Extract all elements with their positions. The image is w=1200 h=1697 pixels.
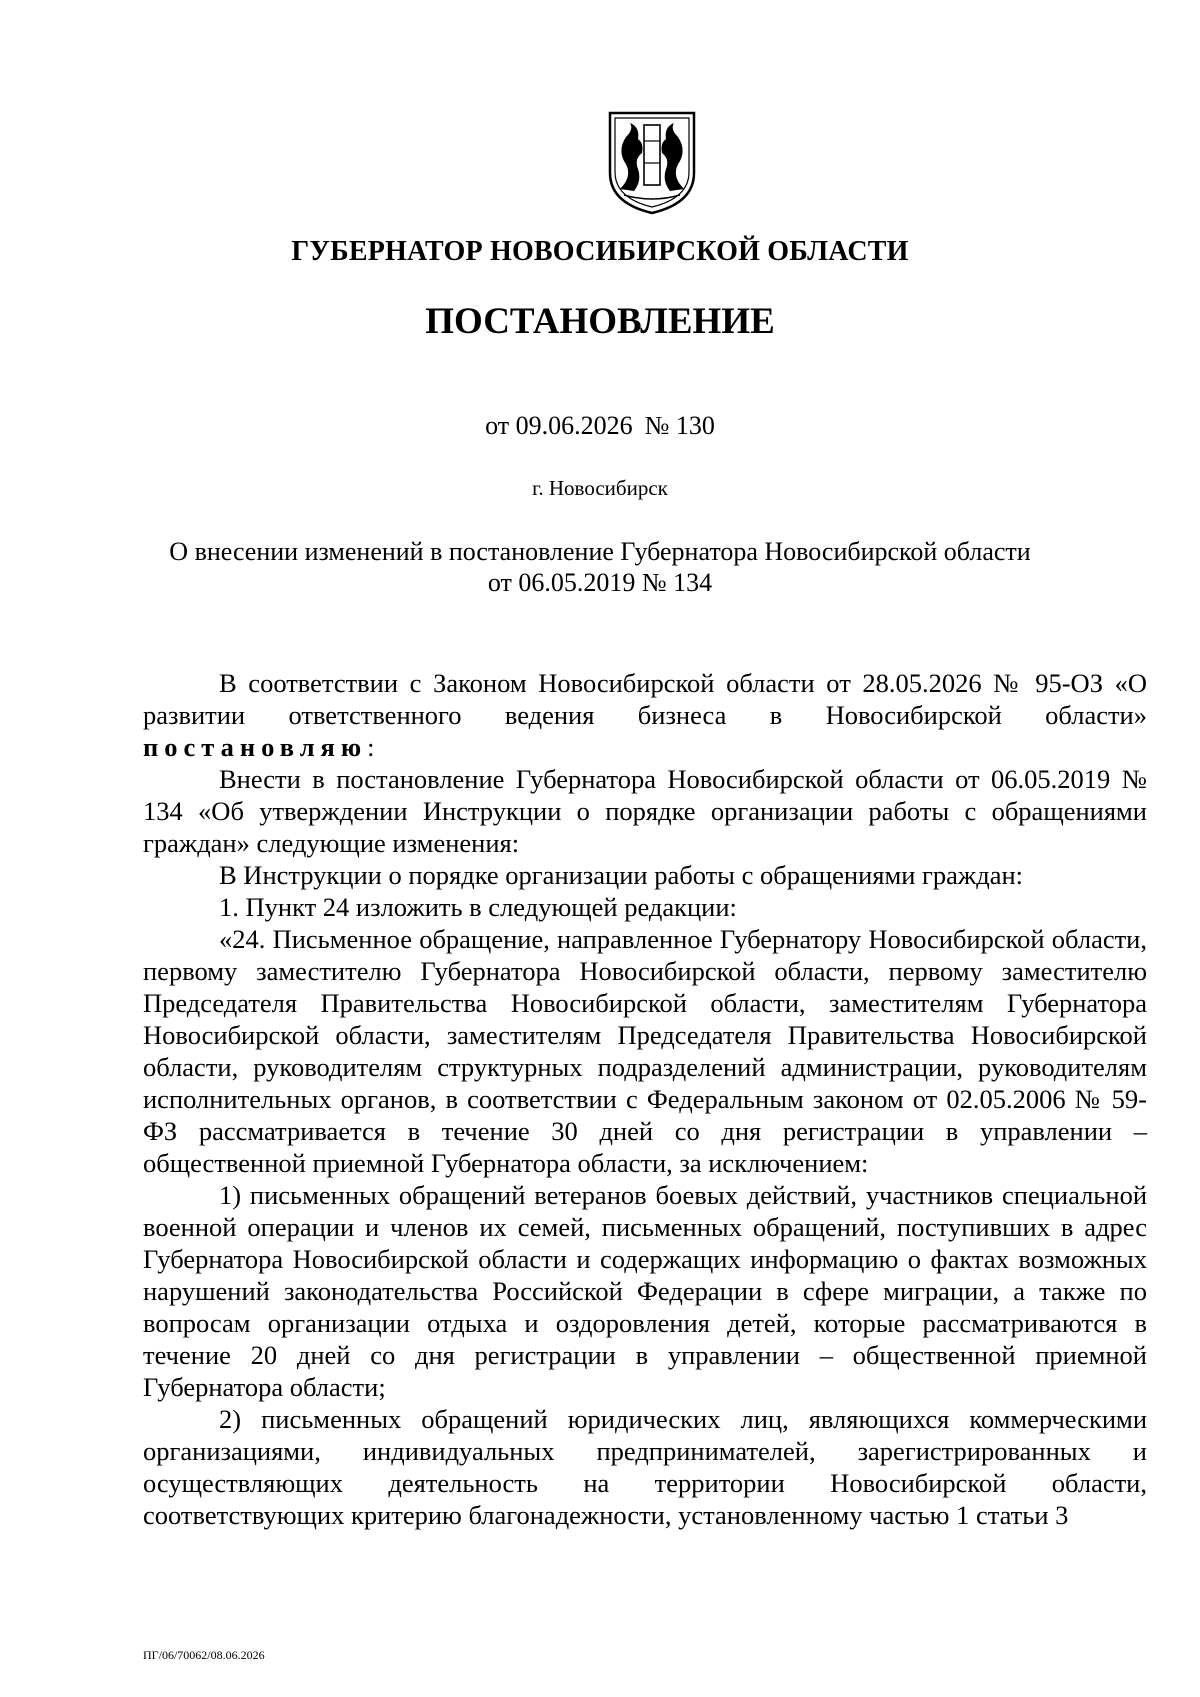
resolve-word: постановляю	[143, 732, 368, 762]
document-subject	[140, 536, 1060, 598]
document-body	[143, 667, 1147, 1531]
paragraph-instruction-ref: В Инструкции о порядке организации работы с обращениями граждан:	[219, 860, 1024, 890]
novosibirsk-coat-of-arms-icon	[604, 111, 700, 215]
paragraph-amendment-intro: Внести в постановление Губернатора Новосибирской области от 06.05.2019 № 134 «Об утверждении Инструкции о порядке организации работы с обращениями граждан» следующие изменения:	[143, 764, 1147, 858]
subject-line-2: от 06.05.2019 № 134	[487, 568, 713, 597]
document-city: г. Новосибирск	[532, 476, 668, 500]
paragraph-item-24: «24. Письменное обращение, направленное Губернатору Новосибирской области, первому заместителю Губернатора Новосибирской области, первому заместителю Председателя Правительства Новосибирской области, заместителям Губернатора Новосибирской области, заместителям Председателя Правительства Новосибирской области, руководителям структурных подразделений администрации, руководителям исполнительных органов, в соответствии с Федеральным законом от 02.05.2006 № 59-ФЗ рассматривается в течение 30 дней со дня регистрации в управлении – общественной приемной Губернатора области, за исключением:	[143, 924, 1147, 1178]
paragraph-exception-2: 2) письменных обращений юридических лиц, являющихся коммерческими организациями, индивидуальных предпринимателей, зарегистрированных и осуществляющих деятельность на территории Новосибирской области, соответствующих критерию благонадежности, установленному частью 1 статьи 3	[143, 1404, 1147, 1530]
document-number: № 130	[644, 411, 715, 440]
document-date: от 09.06.2026	[485, 411, 633, 440]
footer-document-code: ПГ/06/70062/08.06.2026	[143, 1648, 265, 1662]
preamble-text: В соответствии с Законом Новосибирской области от 28.05.2026 № 95-ОЗ «О развитии ответственного ведения бизнеса в Новосибирской области»	[143, 668, 1147, 730]
issuing-authority: ГУБЕРНАТОР НОВОСИБИРСКОЙ ОБЛАСТИ	[291, 236, 909, 267]
document-type-title: ПОСТАНОВЛЕНИЕ	[425, 301, 775, 342]
subject-line-1: О внесении изменений в постановление Губернатора Новосибирской области	[169, 537, 1031, 566]
document-date-line	[0, 411, 1200, 441]
preamble-tail: :	[367, 732, 375, 762]
paragraph-preamble	[143, 667, 1147, 763]
paragraph-item-1: 1. Пункт 24 изложить в следующей редакции:	[219, 892, 737, 922]
paragraph-exception-1: 1) письменных обращений ветеранов боевых действий, участников специальной военной операции и членов их семей, письменных обращений, поступивших в адрес Губернатора Новосибирской области и содержащих информацию о фактах возможных нарушений законодательства Российской Федерации в сфере миграции, а также по вопросам организации отдыха и оздоровления детей, которые рассматриваются в течение 20 дней со дня регистрации в управлении – общественной приемной Губернатора области;	[143, 1180, 1147, 1402]
